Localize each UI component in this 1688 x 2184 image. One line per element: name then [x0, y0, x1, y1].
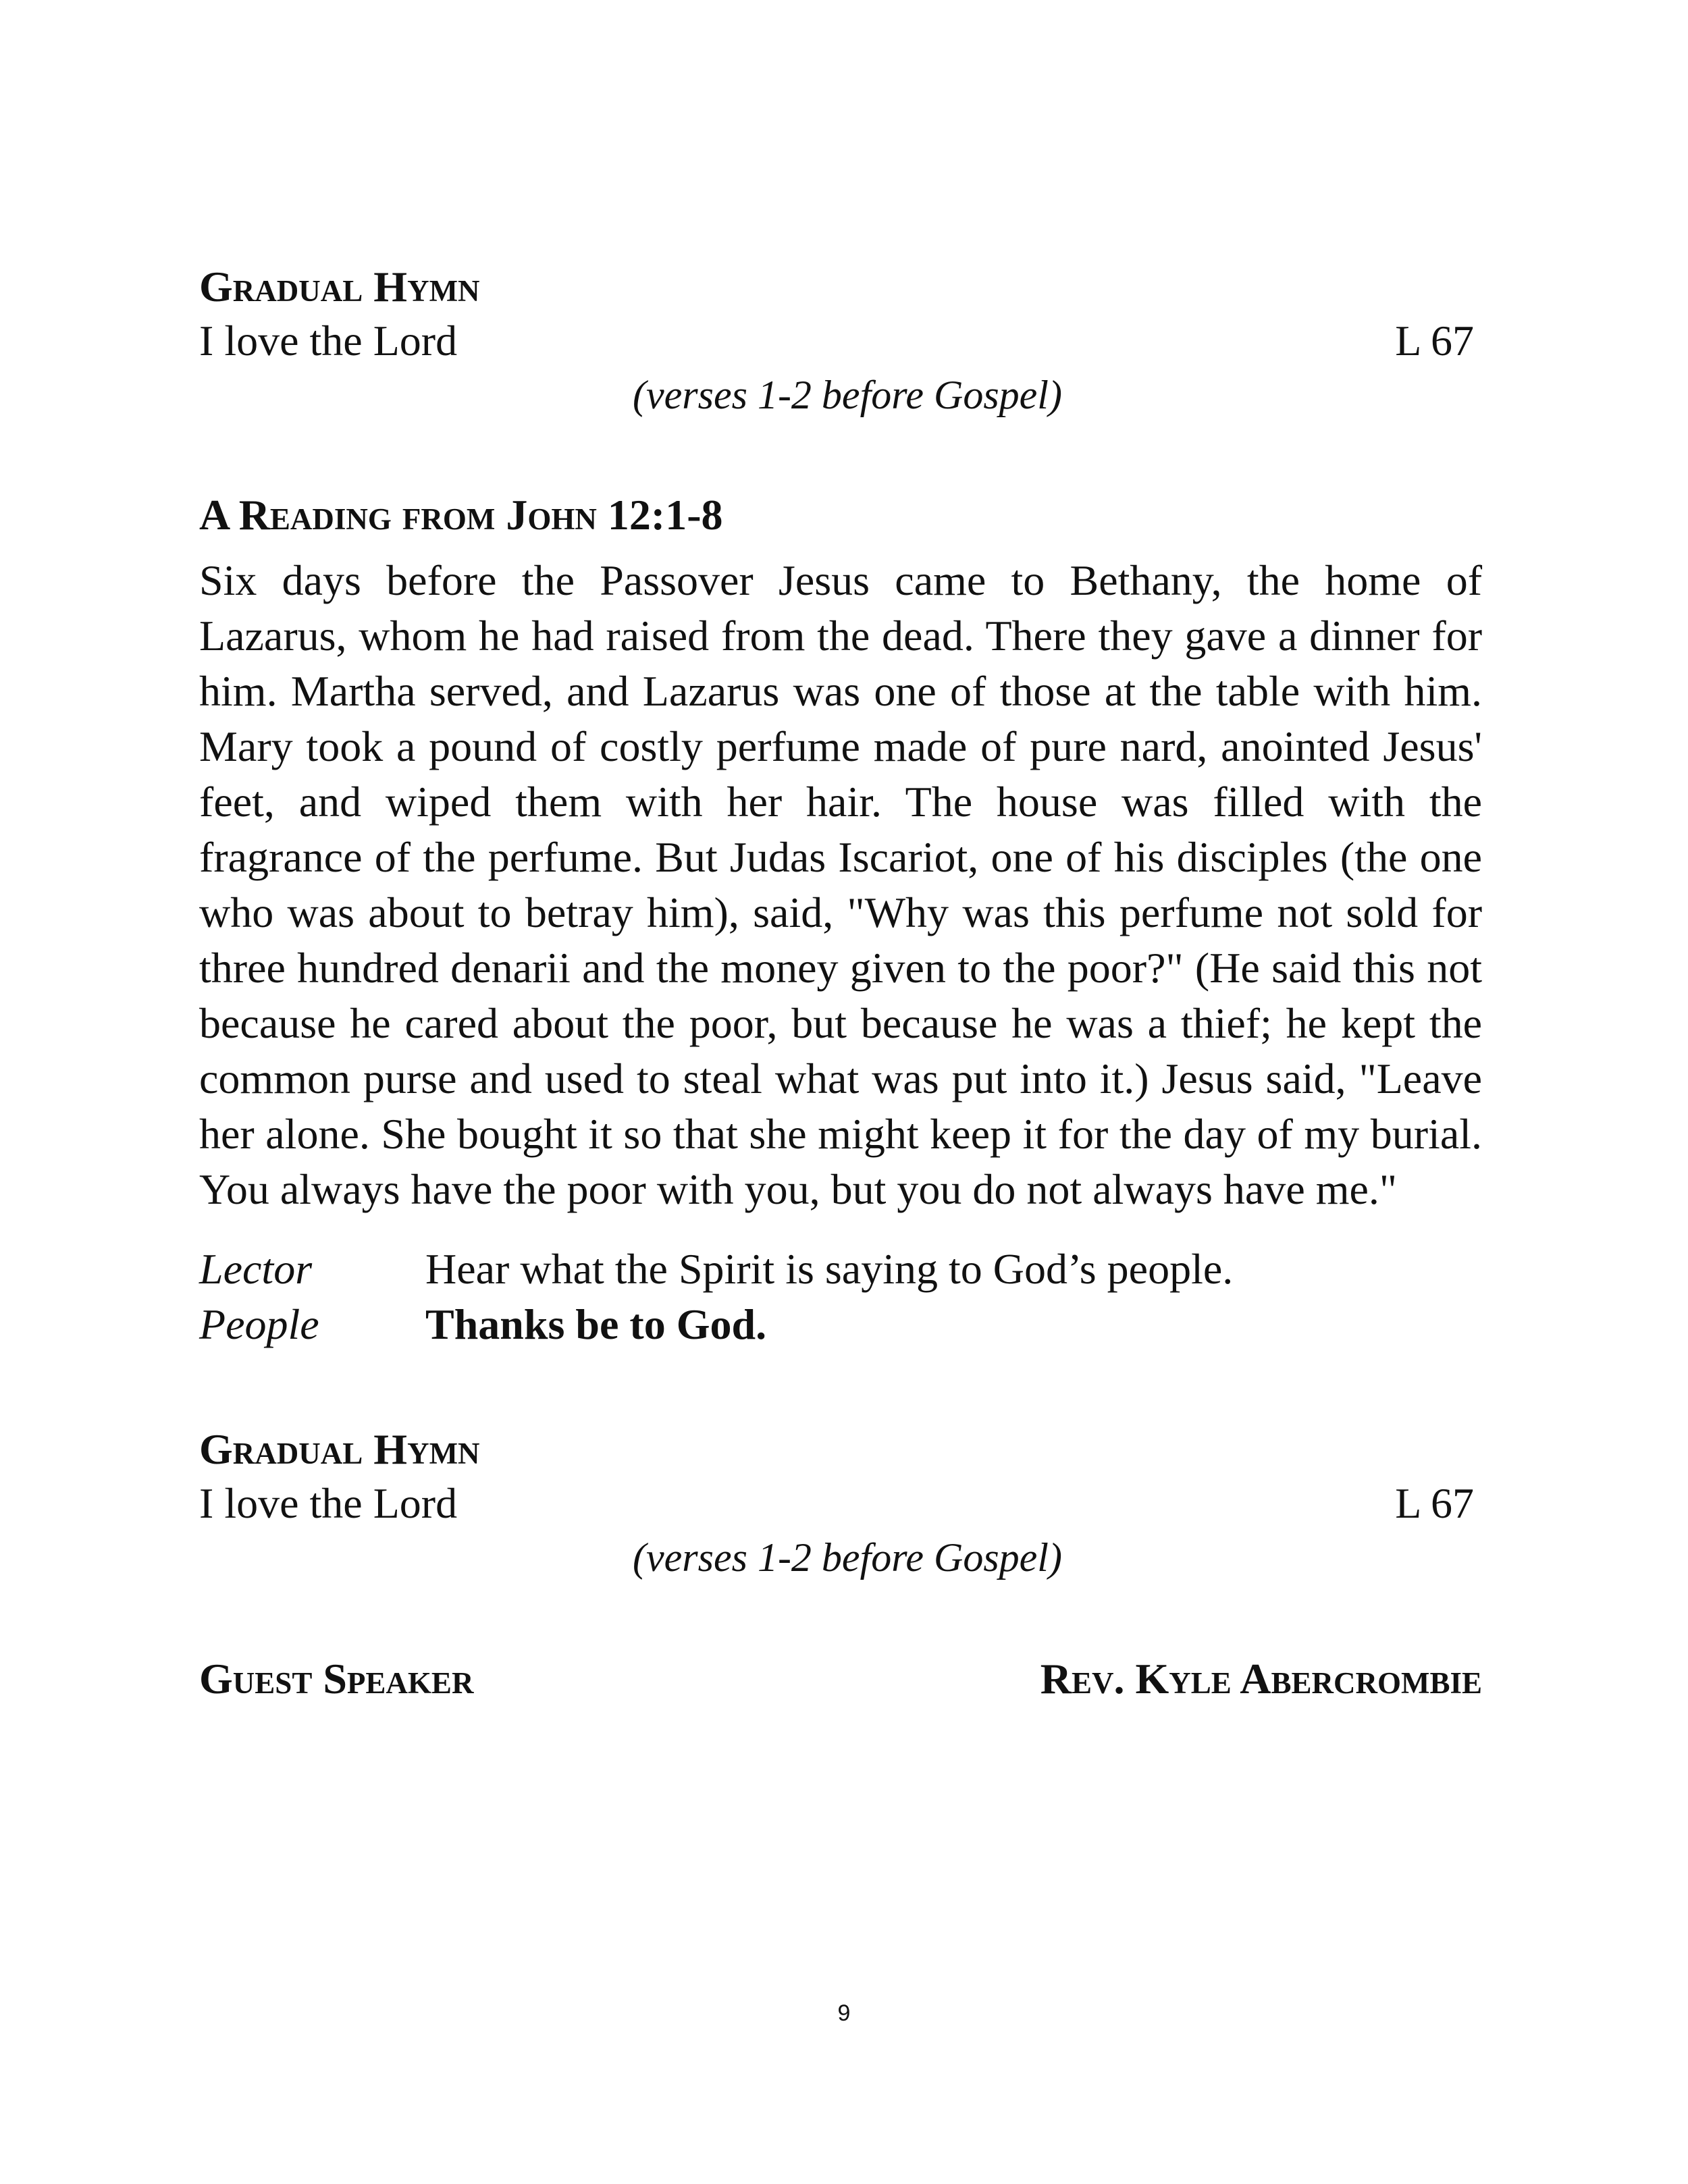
hymn-note: (verses 1-2 before Gospel) — [633, 1535, 1062, 1580]
guest-speaker-line — [199, 1652, 1482, 1706]
response-role: People — [199, 1300, 319, 1348]
page-number: 9 — [837, 2000, 851, 2026]
hymn-title: I love the Lord — [199, 317, 458, 365]
section-heading: Guest Speaker — [199, 1655, 474, 1703]
reading-section — [199, 488, 1482, 1352]
hymn-number: L 67 — [1395, 1479, 1474, 1527]
response-text: Hear what the Spirit is saying to God’s people. — [425, 1245, 1234, 1293]
gradual-hymn-section-2 — [199, 1422, 1482, 1584]
hymn-line — [199, 314, 1482, 368]
response-text: Thanks be to God. — [425, 1300, 767, 1348]
section-heading: Gradual Hymn — [199, 1425, 480, 1473]
response-row-people — [199, 1297, 1482, 1352]
bulletin-content — [199, 260, 1482, 1706]
response-block — [199, 1242, 1482, 1352]
section-heading: Gradual Hymn — [199, 263, 480, 311]
response-role: Lector — [199, 1245, 313, 1293]
speaker-name: Rev. Kyle Abercrombie — [1040, 1655, 1482, 1703]
hymn-title: I love the Lord — [199, 1479, 458, 1527]
hymn-line — [199, 1476, 1482, 1530]
hymn-note: (verses 1-2 before Gospel) — [633, 373, 1062, 417]
reading-text: Six days before the Passover Jesus came to Bethany, the home of Lazarus, whom he had raised from the dead. There they gave a dinner for him. Martha served, and Lazarus was one of those at the table with him. Mary took a pound of costly perfume made of pure nard, anointed Jesus' feet, and wiped them with her hair. The house was filled with the fragrance of the perfume. But Judas Iscariot, one of his disciples (the one who was about to betray him), said, "Why was this perfume not sold for three hundred denarii and the money given to the poor?" (He said this not because he cared about the poor, but because he was a thief; he kept the common purse and used to steal what was put into it.) Jesus said, "Leave her alone. She bought it so that she might keep it for the day of my burial. You always have the poor with you, but you do not always have me." — [199, 556, 1482, 1213]
section-heading: A Reading from John 12:1-8 — [199, 491, 723, 539]
response-row-lector — [199, 1242, 1482, 1297]
gradual-hymn-section-1 — [199, 260, 1482, 422]
hymn-number: L 67 — [1395, 317, 1474, 365]
